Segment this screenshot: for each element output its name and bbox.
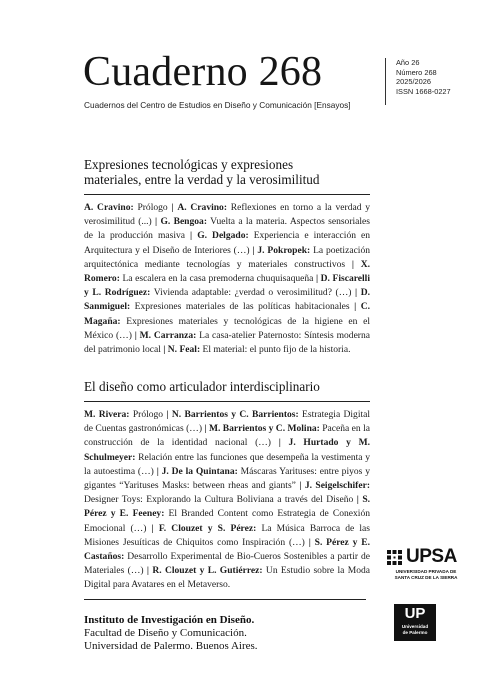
meta-period: 2025/2026 <box>396 77 431 87</box>
upsa-wordmark: UPSA <box>406 546 457 567</box>
entry-authors: J. Pokropek: <box>257 244 311 256</box>
section2-title-line: El diseño como articulador interdisciplinario <box>84 379 320 394</box>
section2-title <box>84 379 320 394</box>
entry-title: El Branded Content como Estrategia de Conexión Emocional (…) <box>84 508 370 534</box>
entry-authors: N. Barrientos y C. Barrientos: <box>171 409 299 420</box>
issue-meta <box>396 58 451 96</box>
up-logo-name-line: Universidad <box>401 624 429 629</box>
entry-title: Máscaras Yarituses: entre piyos y gigantes “Yarituses Masks: between rheas and giants” <box>84 465 370 492</box>
entry-title: Prólogo <box>132 409 164 420</box>
entry-authors: D. Sanmiguel: <box>84 287 371 313</box>
section2-rule <box>84 401 370 402</box>
entry-title: Relación entre las funciones que desempeña la vestimenta y la autoestima (…) <box>84 451 370 477</box>
entry-title: Desarrollo Experimental de Bio-Cueros Sostenibles a partir de Materiales (…) <box>84 551 370 577</box>
entry-title: Paceña en la construcción de la identidad nacional (…) <box>84 423 370 449</box>
entry-title: Expresiones materiales de las políticas habitacionales <box>134 301 350 313</box>
entry-title: Expresiones materiales y tecnológicas de la higiene en el México (…) <box>84 315 371 341</box>
entry-authors: X. Romero: <box>84 258 371 285</box>
entry-authors: N. Feal: <box>167 344 201 356</box>
meta-year: Año 26 <box>396 58 420 67</box>
entry-authors: A. Cravino: <box>177 202 228 213</box>
entry-authors: G. Bengoa: <box>160 216 207 228</box>
up-logo <box>394 604 436 641</box>
entry-title: Estrategia Digital de Cuentas gastronómicas (…) <box>84 409 371 435</box>
upsa-subtitle-line: UNIVERSIDAD PRIVADA DE <box>395 569 457 574</box>
upsa-emblem-icon <box>386 549 403 566</box>
publisher-faculty: Facultad de Diseño y Comunicación. <box>84 627 247 639</box>
entry-title: Reflexiones en torno a la verdad y verosimilitud (...) <box>84 202 371 228</box>
up-logo-name <box>394 624 436 635</box>
entry-authors: M. Carranza: <box>139 329 197 341</box>
publisher-institute: Instituto de Investigación en Diseño. <box>84 614 255 626</box>
entry-title: El material: el punto fijo de la historia. <box>202 344 351 356</box>
entry-title: La Música Barroca de las Misiones Jesuíticas de Chiquitos como Inspiración (…) <box>84 522 371 548</box>
up-logo-mark: UP <box>404 605 426 622</box>
entry-authors: F. Clouzet y S. Pérez: <box>158 522 257 534</box>
entry-title: Un Estudio sobre la Moda Digital para Avatares en el Metaverso. <box>84 565 370 591</box>
section1-title <box>84 157 319 187</box>
meta-number: Número 268 <box>396 67 437 77</box>
entry-authors: A. Cravino: <box>84 202 134 213</box>
entry-authors: S. Pérez y E. Feeney: <box>84 494 371 520</box>
publisher-info <box>84 614 258 653</box>
journal-subtitle: Cuadernos del Centro de Estudios en Diseño y Comunicación [Ensayos] <box>84 100 351 110</box>
entry-authors: J. Seigelschifer: <box>304 480 370 492</box>
section1-rule <box>84 194 370 195</box>
upsa-subtitle <box>386 569 466 580</box>
upsa-logo <box>386 546 466 585</box>
journal-title: Cuaderno 268 <box>83 49 323 95</box>
meta-issn: ISSN 1668-0227 <box>396 86 451 96</box>
entry-authors: C. Magaña: <box>84 301 370 327</box>
section1-title-line: Expresiones tecnológicas y expresiones <box>84 157 294 172</box>
publisher-university: Universidad de Palermo. Buenos Aires. <box>84 640 258 652</box>
entry-authors: J. Hurtado y M. Schulmeyer: <box>84 437 371 463</box>
entry-authors: D. Fiscarelli y L. Rodríguez: <box>84 273 370 299</box>
entry-title: Experiencia e interacción en Arquitectura y el Diseño de Interiores (…) <box>84 230 371 256</box>
entry-title: Prólogo <box>137 202 168 213</box>
section1-contents: A. Cravino: Prólogo | A. Cravino: Reflexiones en torno a la verdad y verosimilitud (...) | G. Bengoa: Vuelta a la materia. Aspectos sensoriales de la producción masiva | G. Delgado: Experiencia e interacción en Arquitectura y el Diseño de Interiores (…) | J. Pokropek: La poetización arquitectónica mediante tecnologías y materiales constructivos | X. Romero: La escalera en la casa premoderna chuquisaqueña | D. Fiscarelli y L. Rodríguez: Vivienda adaptable: ¿verdad o verosimilitud? (…) | D. Sanmiguel: Expresiones materiales de las políticas habitacionales | C. Magaña: Expresiones materiales y tecnológicas de la higiene en el México (…) | M. Carranza: La casa-atelier Paternosto: Síntesis moderna del patrimonio local | N. Feal: El material: el punto fijo de la historia. <box>84 202 371 356</box>
entry-authors: M. Rivera: <box>84 409 130 420</box>
entry-title: La escalera en la casa premoderna chuquisaqueña <box>122 273 314 285</box>
entry-authors: S. Pérez y E. Castaños: <box>84 536 370 563</box>
header-divider <box>385 58 386 105</box>
entry-authors: G. Delgado: <box>197 230 249 242</box>
entry-title: La poetización arquitectónica mediante tecnologías y materiales constructivos <box>84 244 371 270</box>
entry-title: La casa-atelier Paternosto: Síntesis moderna del patrimonio local <box>84 329 370 356</box>
entry-authors: J. De la Quintana: <box>161 465 238 477</box>
entry-authors: R. Clouzet y L. Gutiérrez: <box>152 565 263 577</box>
section2-contents: M. Rivera: Prólogo | N. Barrientos y C. Barrientos: Estrategia Digital de Cuentas gastronómicas (…) | M. Barrientos y C. Molina: Paceña en la construcción de la identidad nacional (…) | J. Hurtado y M. Schulmeyer: Relación entre las funciones que desempeña la vestimenta y la autoestima (…) | J. De la Quintana: Máscaras Yarituses: entre piyos y gigantes “Yarituses Masks: between rheas and giants” | J. Seigelschifer: Designer Toys: Explorando la Cultura Boliviana a través del Diseño | S. Pérez y E. Feeney: El Branded Content como Estrategia de Conexión Emocional (…) | F. Clouzet y S. Pérez: La Música Barroca de las Misiones Jesuíticas de Chiquitos como Inspiración (…) | S. Pérez y E. Castaños: Desarrollo Experimental de Bio-Cueros Sostenibles a partir de Materiales (…) | R. Clouzet y L. Gutiérrez: Un Estudio sobre la Moda Digital para Avatares en el Metaverso. <box>84 409 371 591</box>
entry-authors: M. Barrientos y C. Molina: <box>208 423 320 435</box>
entry-title: Vuelta a la materia. Aspectos sensoriales de la producción masiva <box>84 216 371 242</box>
entry-title: Vivienda adaptable: ¿verdad o verosimilitud? (…) <box>153 287 352 299</box>
up-logo-name-line: de Palermo <box>402 629 428 635</box>
upsa-subtitle-line: SANTA CRUZ DE LA SIERRA <box>394 574 458 580</box>
section1-title-line: materiales, entre la verdad y la verosimilitud <box>84 172 320 187</box>
footer-rule <box>84 599 366 600</box>
entry-title: Designer Toys: Explorando la Cultura Boliviana a través del Diseño <box>84 494 354 506</box>
